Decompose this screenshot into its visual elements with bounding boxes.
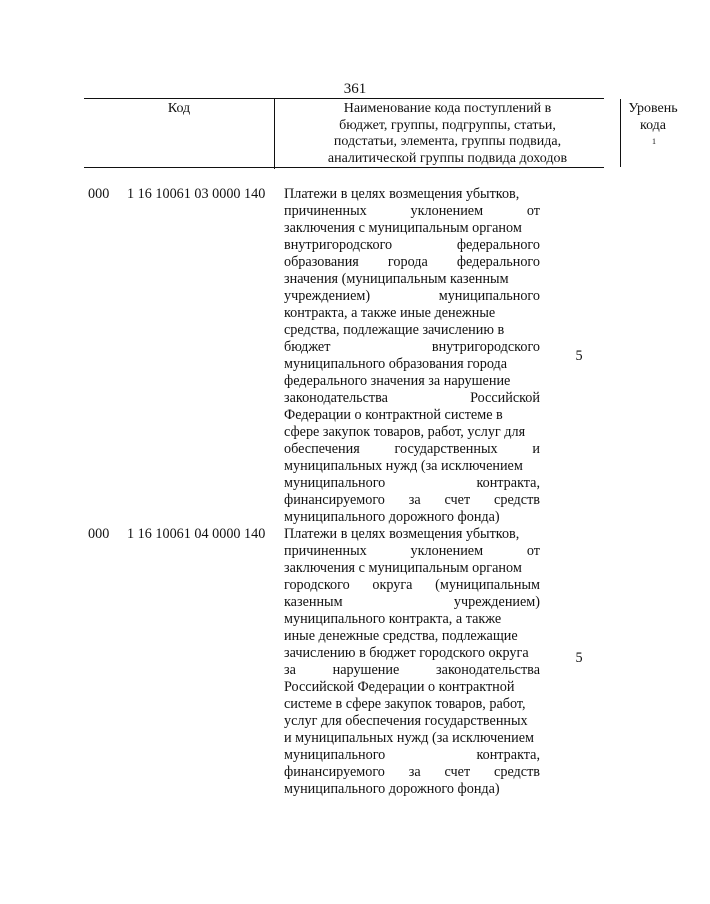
description-word: контракта, (476, 475, 540, 491)
description-line (284, 713, 540, 730)
header-name-line: аналитической группы подвида доходов (327, 150, 568, 166)
description-line (284, 339, 540, 356)
description-word: городского (284, 577, 350, 593)
description-word: муниципального контракта, а также (284, 611, 502, 627)
description-line (284, 696, 540, 713)
description-word: Российской Федерации о контрактной (284, 679, 515, 695)
description-line (284, 186, 540, 203)
description-word: иные денежные средства, подлежащие (284, 628, 518, 644)
description-line (284, 407, 540, 424)
header-name-line: подстатьи, элемента, группы подвида, (333, 134, 562, 150)
description-word: Платежи в целях возмещения убытков, (284, 186, 520, 202)
description-word: образования (284, 254, 359, 270)
header-level-line: кода $^1$ (639, 117, 667, 147)
header-level (622, 99, 684, 169)
page-number: 361 (343, 81, 367, 97)
description-line (284, 254, 540, 271)
description-line (284, 220, 540, 237)
description-word: заключения с муниципальным органом (284, 560, 522, 576)
description-line (284, 458, 540, 475)
description-line (284, 594, 540, 611)
description-word: системе в сфере закупок товаров, работ, (284, 696, 526, 712)
revenue-code: 1 16 10061 03 0000 140 (127, 186, 266, 202)
table-header (84, 98, 678, 168)
description-line (284, 492, 540, 509)
description-word: значения (муниципальным казенным (284, 271, 509, 287)
description-line (284, 730, 540, 747)
description-word: услуг для обеспечения государственных (284, 713, 528, 729)
description-word: муниципального дорожного фонда) (284, 781, 500, 797)
description-line (284, 526, 540, 543)
description-line (284, 679, 540, 696)
description-word: за (408, 764, 421, 780)
description-word: внутригородского (431, 339, 540, 355)
description-word: муниципального дорожного фонда) (284, 509, 500, 525)
description-word: законодательства (284, 390, 388, 406)
admin-code: 000 (88, 186, 110, 202)
description-word: города (387, 254, 428, 270)
description-word: Платежи в целях возмещения убытков, (284, 526, 520, 542)
description-word: заключения с муниципальным органом (284, 220, 522, 236)
description-line (284, 628, 540, 645)
admin-code: 000 (88, 526, 110, 542)
description-line (284, 441, 540, 458)
description-word: счет (444, 492, 471, 508)
description-line (284, 611, 540, 628)
code-level: 5 (575, 348, 583, 364)
header-level-line: Уровень (628, 101, 678, 116)
description-line (284, 509, 540, 526)
description-line (284, 781, 540, 798)
description-word: уклонением (410, 543, 484, 559)
description-word: причиненных (284, 543, 367, 559)
description-word: и муниципальных нужд (за исключением (284, 730, 534, 746)
description-word: контракта, а также иные денежные (284, 305, 496, 321)
description-word: финансируемого (284, 764, 385, 780)
description-word: (муниципальным (435, 577, 540, 593)
description-word: от (526, 203, 540, 219)
description-word: сфере закупок товаров, работ, услуг для (284, 424, 526, 440)
header-code: Код (84, 99, 275, 169)
description-word: нарушение (332, 662, 400, 678)
description-line (284, 560, 540, 577)
description-word: казенным (284, 594, 343, 610)
description-line (284, 373, 540, 390)
description-word: за (284, 662, 296, 678)
description-word: федерального (456, 237, 540, 253)
description-word: средства, подлежащие зачислению в (284, 322, 505, 338)
description-line (284, 288, 540, 305)
code-level: 5 (575, 650, 583, 666)
description-word: финансируемого (284, 492, 385, 508)
description-word: федерального значения за нарушение (284, 373, 511, 389)
description-word: средств (494, 492, 540, 508)
description-word: муниципального (438, 288, 540, 304)
description-word: законодательства (436, 662, 540, 678)
description-word: федерального (456, 254, 540, 270)
description-line (284, 322, 540, 339)
revenue-description (284, 526, 540, 798)
description-word: контракта, (476, 747, 540, 763)
description-word: Российской (470, 390, 540, 406)
header-name-line: Наименование кода поступлений в (343, 101, 552, 116)
description-word: за (408, 492, 421, 508)
description-line (284, 271, 540, 288)
description-word: счет (444, 764, 471, 780)
description-word: муниципальных нужд (за исключением (284, 458, 523, 474)
description-line (284, 747, 540, 764)
description-line (284, 645, 540, 662)
description-word: от (526, 543, 540, 559)
description-word: и (532, 441, 540, 457)
description-word: муниципального образования города (284, 356, 508, 372)
description-line (284, 356, 540, 373)
description-word: муниципального (284, 475, 386, 491)
header-name-line: бюджет, группы, подгруппы, статьи, (339, 117, 556, 133)
description-word: уклонением (410, 203, 484, 219)
description-line (284, 475, 540, 492)
description-line (284, 662, 540, 679)
description-word: округа (372, 577, 413, 593)
description-word: бюджет (284, 339, 331, 355)
description-word: муниципального (284, 747, 386, 763)
description-line (284, 237, 540, 254)
header-name (275, 99, 621, 167)
description-line (284, 305, 540, 322)
description-word: обеспечения (284, 441, 360, 457)
description-word: зачислению в бюджет городского округа (284, 645, 529, 661)
description-word: средств (494, 764, 540, 780)
description-line (284, 390, 540, 407)
description-word: учреждением) (284, 288, 371, 304)
description-line (284, 424, 540, 441)
footnote-marker: 1 (652, 137, 656, 147)
description-line (284, 543, 540, 560)
description-word: Федерации о контрактной системе в (284, 407, 503, 423)
description-word: учреждением) (453, 594, 540, 610)
description-line (284, 577, 540, 594)
description-line (284, 203, 540, 220)
description-line (284, 764, 540, 781)
revenue-description (284, 186, 540, 526)
description-word: причиненных (284, 203, 367, 219)
description-word: внутригородского (284, 237, 393, 253)
description-word: государственных (394, 441, 498, 457)
revenue-code: 1 16 10061 04 0000 140 (127, 526, 266, 542)
